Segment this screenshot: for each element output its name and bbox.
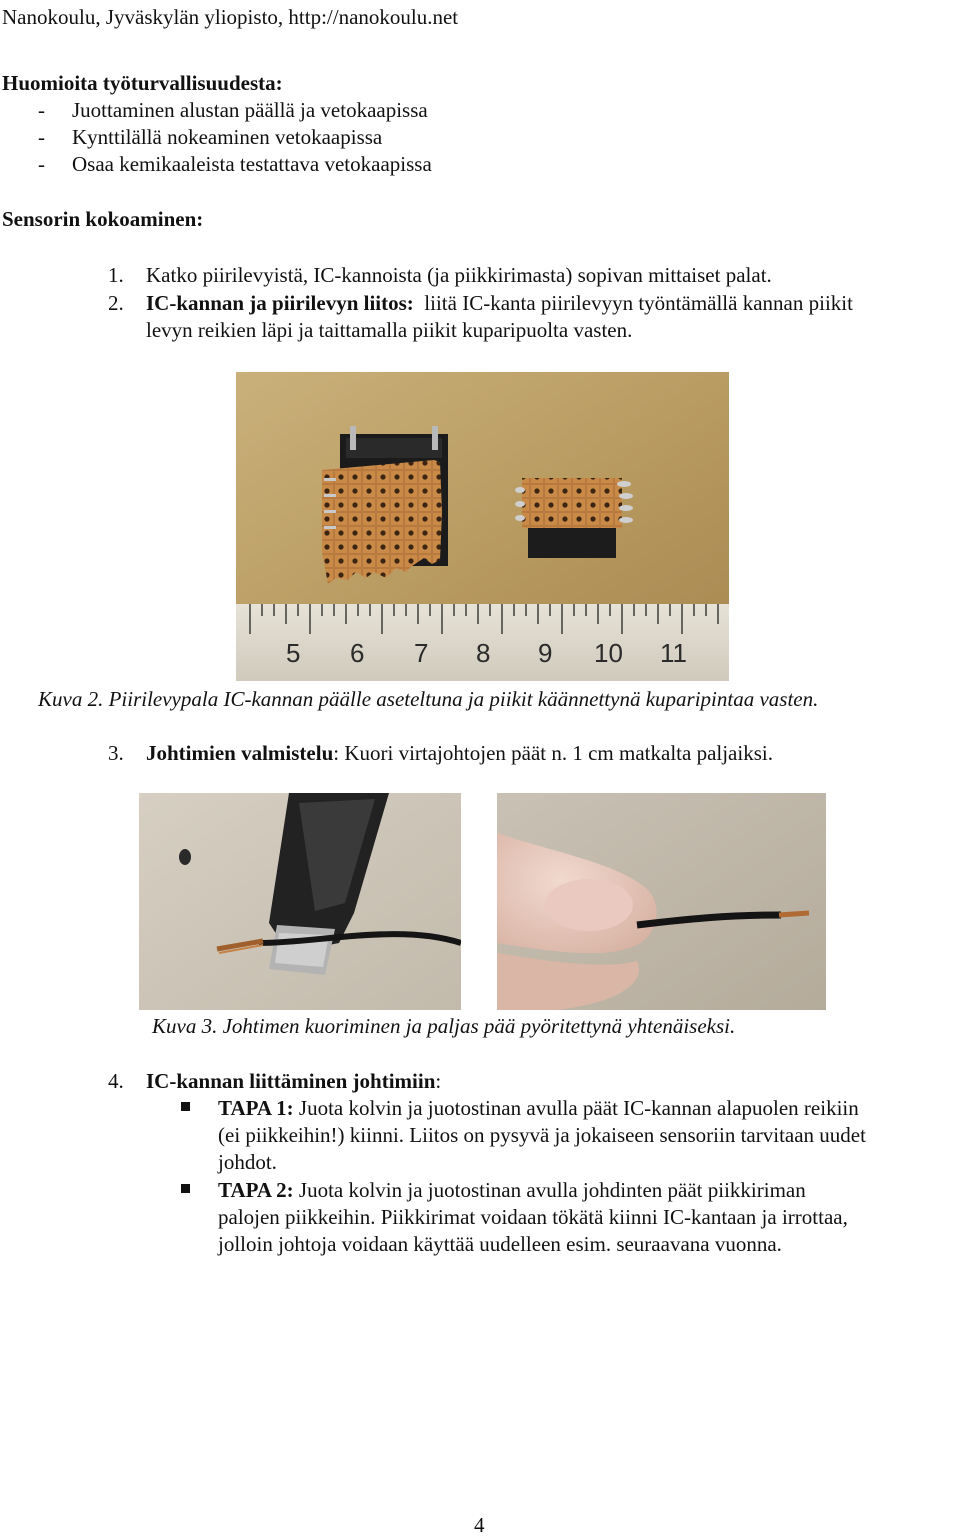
step-3-heading: Johtimien valmistelu [146, 741, 334, 765]
tapa-1-line-3: johdot. [218, 1150, 277, 1174]
page-number: 4 [474, 1513, 485, 1537]
safety-item: Kynttilällä nokeaminen vetokaapissa [72, 125, 383, 149]
figure-2-image [236, 372, 729, 681]
tapa-2-line-2: palojen piikkeihin. Piikkirimat voidaan tökätä kiinni IC-kantaan ja irrottaa, [218, 1205, 848, 1229]
ruler-number: 8 [476, 638, 491, 668]
figure-3-caption: Kuva 3. Johtimen kuoriminen ja paljas pää pyöritettynä yhtenäiseksi. [152, 1014, 736, 1038]
step-2-line-2: levyn reikien läpi ja taittamalla piikit kuparipuolta vasten. [146, 318, 633, 342]
safety-title: Huomioita työturvallisuudesta: [2, 71, 283, 95]
step-number: 3. [108, 741, 124, 765]
figure-3-photo-stripped [497, 793, 826, 1010]
step-number: 2. [108, 291, 124, 315]
safety-item: Juottaminen alustan päällä ja vetokaapissa [72, 98, 428, 122]
step-number: 1. [108, 263, 124, 287]
safety-dash: - [38, 152, 45, 176]
ruler-number: 6 [350, 638, 365, 668]
step-2-heading: IC-kannan ja piirilevyn liitos: [146, 291, 414, 315]
step-number: 4. [108, 1069, 124, 1093]
square-bullet-icon [181, 1184, 190, 1193]
step-4-heading: IC-kannan liittäminen johtimiin [146, 1069, 436, 1093]
safety-dash: - [38, 98, 45, 122]
ruler-number: 9 [538, 638, 553, 668]
step-1-text: Katko piirilevyistä, IC-kannoista (ja piikkirimasta) sopivan mittaiset palat. [146, 263, 772, 287]
figure-3-image-stripped [497, 793, 826, 1010]
tapa-1-heading: TAPA 1: [218, 1096, 294, 1120]
page-header: Nanokoulu, Jyväskylän yliopisto, http://nanokoulu.net [2, 5, 459, 29]
tapa-2-line-1 [218, 1177, 806, 1203]
ruler-number: 7 [414, 638, 429, 668]
square-bullet-icon [181, 1102, 190, 1111]
step-4-colon: : [435, 1069, 442, 1093]
ruler-number: 10 [594, 638, 623, 668]
assembly-title: Sensorin kokoaminen: [2, 207, 204, 231]
figure-3-image-stripping [139, 793, 461, 1010]
figure-2-caption: Kuva 2. Piirilevypala IC-kannan päälle aseteltuna ja piikit käännettynä kuparipintaa vasten. [38, 687, 819, 711]
step-3-text: : Kuori virtajohtojen päät n. 1 cm matkalta paljaiksi. [333, 741, 773, 765]
safety-dash: - [38, 125, 45, 149]
step-4-line [146, 1068, 441, 1094]
tapa-2-text: Juota kolvin ja juotostinan avulla johdinten päät piikkiriman [298, 1178, 806, 1202]
tapa-2-heading: TAPA 2: [218, 1178, 294, 1202]
step-3-line [146, 740, 773, 766]
tapa-2-line-3: jolloin johtoja voidaan käyttää uudelleen esim. seuraavana vuonna. [218, 1232, 782, 1256]
ruler-number: 5 [286, 638, 301, 668]
tapa-1-line-1 [218, 1095, 859, 1121]
tapa-1-line-2: (ei piikkeihin!) kiinni. Liitos on pysyvä ja jokaiseen sensoriin tarvitaan uudet [218, 1123, 866, 1147]
figure-2-photo [236, 372, 729, 681]
tapa-1-text: Juota kolvin ja juotostinan avulla päät IC-kannan alapuolen reikiin [298, 1096, 859, 1120]
step-2-line-1 [146, 290, 853, 316]
safety-item: Osaa kemikaaleista testattava vetokaapissa [72, 152, 432, 176]
ruler-number: 11 [660, 638, 687, 668]
figure-3-photo-stripping [139, 793, 461, 1010]
step-2-text: liitä IC-kanta piirilevyyn työntämällä kannan piikit [424, 291, 853, 315]
